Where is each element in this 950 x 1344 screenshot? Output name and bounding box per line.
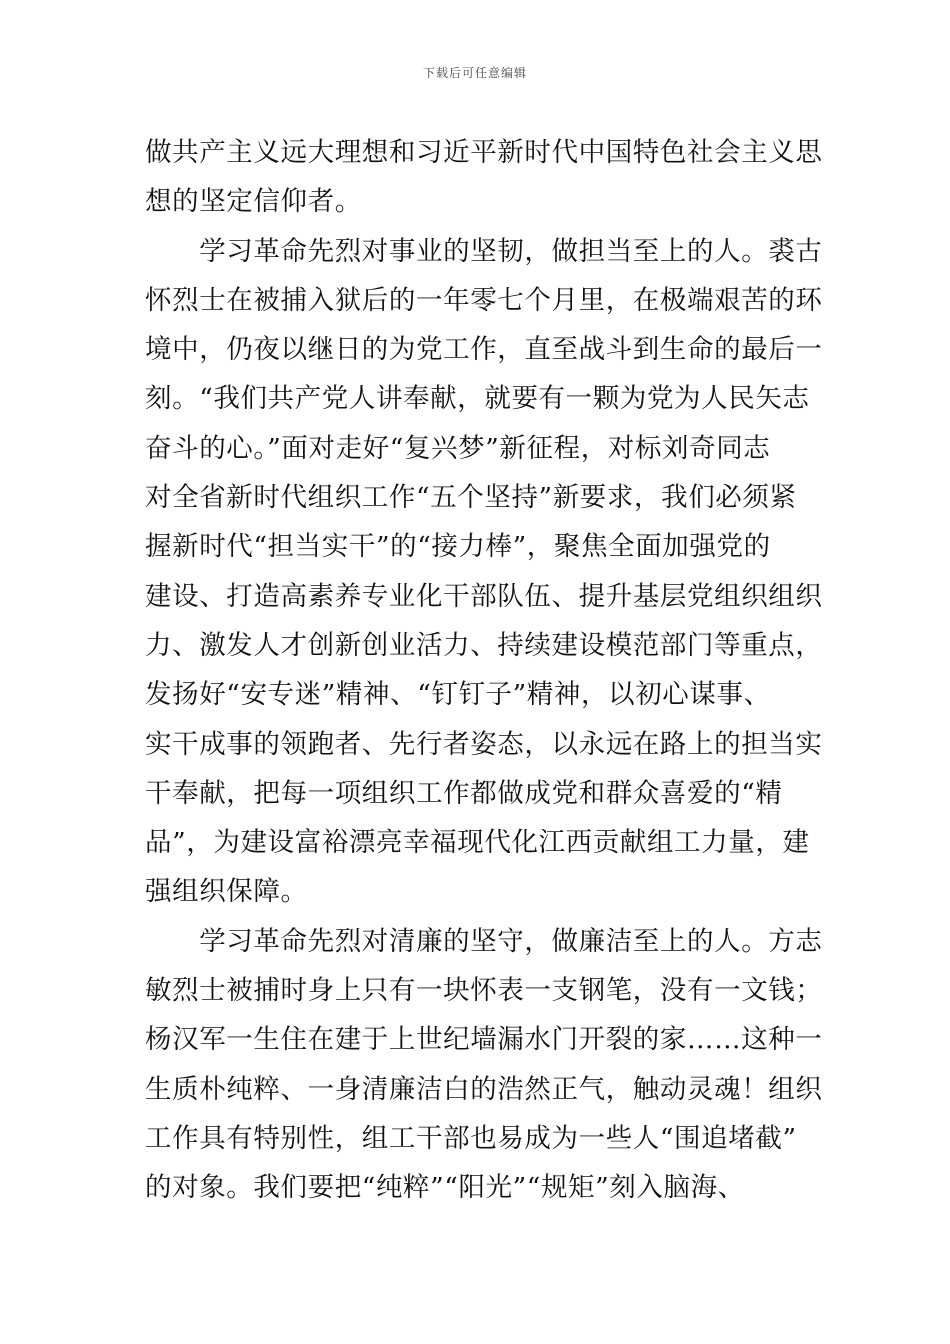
text-line: 刻。“我们共产党人讲奉献，就要有一颗为党为人民矢志 xyxy=(145,383,810,415)
text-line: 发扬好“安专迷”精神、“钉钉子”精神，以初心谋事、 xyxy=(145,679,771,711)
text-line: 境中，仍夜以继日的为党工作，直至战斗到生命的最后一 xyxy=(145,334,823,366)
text-line: 对全省新时代组织工作“五个坚持”新要求，我们必须紧 xyxy=(145,482,797,514)
text-line: 的对象。我们要把“纯粹”“阳光”“规矩”刻入脑海、 xyxy=(145,1172,745,1204)
text-line: 强组织保障。 xyxy=(145,876,308,908)
text-line: 握新时代“担当实干”的“接力棒”，聚焦全面加强党的 xyxy=(145,531,771,563)
text-line: 品”，为建设富裕漂亮幸福现代化江西贡献组工力量，建 xyxy=(145,827,810,859)
text-line: 想的坚定信仰者。 xyxy=(145,186,362,218)
page-header-note: 下载后可任意编辑 xyxy=(422,66,527,80)
text-line: 力、激发人才创新创业活力、持续建设模范部门等重点， xyxy=(145,629,823,661)
text-line: 做共产主义远大理想和习近平新时代中国特色社会主义思 xyxy=(145,137,823,168)
text-line: 建设、打造高素养专业化干部队伍、提升基层党组织组织 xyxy=(145,580,823,612)
text-line: 学习革命先烈对事业的坚韧，做担当至上的人。裘古 xyxy=(145,235,823,267)
text-line: 实干成事的领跑者、先行者姿态，以永远在路上的担当实 xyxy=(145,728,823,760)
text-line: 敏烈士被捕时身上只有一块怀表一支钢笔，没有一文钱； xyxy=(145,975,823,1007)
text-line: 怀烈士在被捕入狱后的一年零七个月里，在极端艰苦的环 xyxy=(145,284,823,316)
text-line: 杨汉军一生住在建于上世纪墙漏水门开裂的家……这种一 xyxy=(145,1024,823,1056)
document-body xyxy=(145,128,823,1213)
text-line: 生质朴纯粹、一身清廉洁白的浩然正气，触动灵魂！组织 xyxy=(145,1073,823,1105)
text-line: 工作具有特别性，组工干部也易成为一些人“围追堵截” xyxy=(145,1122,797,1154)
text-line: 奋斗的心。”面对走好“复兴梦”新征程，对标刘奇同志 xyxy=(145,432,771,464)
text-line: 干奉献，把每一项组织工作都做成党和群众喜爱的“精 xyxy=(145,777,783,809)
text-line: 学习革命先烈对清廉的坚守，做廉洁至上的人。方志 xyxy=(145,925,823,957)
